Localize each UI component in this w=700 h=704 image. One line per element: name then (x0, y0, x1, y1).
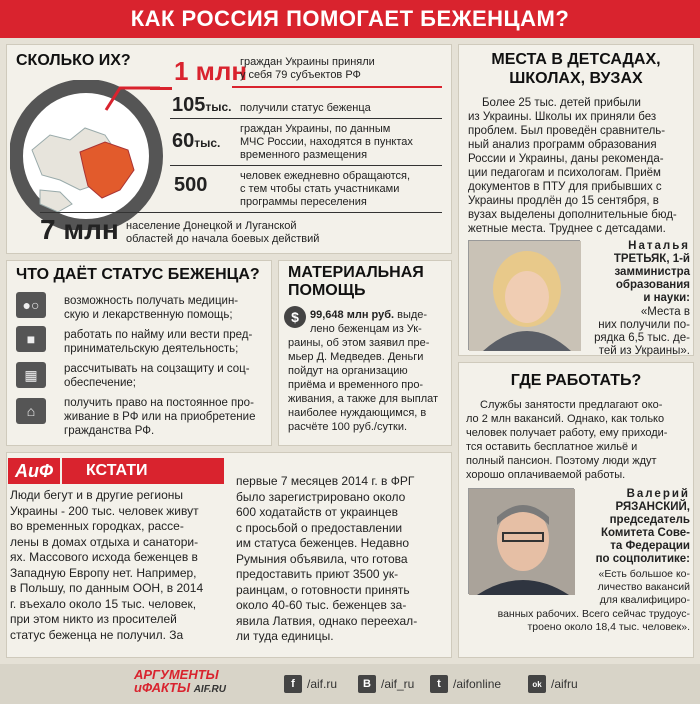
material-body: 99,648 млн руб. выде- лено беженцам из Ук- (310, 309, 428, 335)
divider (170, 118, 442, 119)
calculator-icon: ▦ (16, 362, 46, 388)
status-title: ЧТО ДАЁТ СТАТУС БЕЖЕНЦА? (16, 266, 260, 283)
vk-label: /aif_ru (381, 677, 415, 691)
ryazansky-quote-cont: ванных рабочих. Всего сейчас трудоус- троено около 18,4 тыс. человек». (497, 608, 690, 633)
stat-text-4: человек ежедневно обращаются, с тем чтобы стать участниками программы переселения (240, 170, 411, 208)
stat-text-5: население Донецкой и Луганской областей до начала боевых действий (126, 220, 320, 245)
stat-text-1: граждан Украины приняли у себя 79 субъектов РФ (240, 56, 375, 81)
map-pointer-line (150, 87, 172, 90)
ryazansky-quote: «Есть большое ко- личество вакансий для квалифициро- (597, 568, 690, 606)
ryazansky-name: Валерий РЯЗАНСКИЙ, председатель Комитета Сове- та Федерации по соцполитике: (595, 488, 690, 565)
kstati-col1: Люди бегут и в другие регионы Украины - 200 тыс. человек живут во временных городках, рассе- лены в домах отдыха и санатори- ях. Массового исхода беженцев в Западную Европу нет. Например, в Польшу, по данным ООН, в 2014 г. въехало около 15 тыс. человек, при этом никто из просителей статус беженца не получил. За (10, 488, 204, 642)
tretyak-quote: «Места в них получили по- рядка 6,5 тыс. де- тей из Украины». (594, 306, 690, 357)
divider (40, 212, 442, 213)
stat-value-5: 7 млн (40, 214, 119, 245)
work-title: ГДЕ РАБОТАТЬ? (510, 372, 642, 389)
twitter-label: /aifonline (453, 677, 502, 691)
stat-value-3: 60тыс. (172, 130, 221, 152)
facebook-icon: f (284, 675, 302, 693)
divider (170, 165, 442, 166)
social-vk[interactable] (358, 675, 414, 693)
facebook-label: /aif.ru (307, 677, 338, 691)
ryazansky-photo (468, 488, 574, 594)
aif-logo: АиФ (8, 458, 60, 484)
material-title: МАТЕРИАЛЬНАЯ ПОМОЩЬ (288, 264, 424, 299)
stat-text-2: получили статус беженца (240, 102, 371, 114)
coin-icon: $ (284, 306, 306, 328)
status-item-3: рассчитывать на соцзащиту и соц- обеспечение; (64, 363, 250, 389)
stat-text-3: граждан Украины, по данным МЧС России, находятся в пунктах временного размещения (240, 123, 413, 161)
twitter-icon: t (430, 675, 448, 693)
tretyak-photo (468, 240, 580, 350)
stat-value-4: 500 (174, 174, 208, 196)
portrait-icon (469, 489, 575, 595)
work-body: Службы занятости предлагают око- ло 2 млн вакансий. Однако, как только человек получает работу, ему приходи- тся оставить бесплатное жильё и полный пансион. Поэтому люди ждут хорошо оплачиваемой работы. (466, 399, 668, 481)
status-item-4: получить право на постоянное про- живание в РФ или на приобретение гражданства РФ. (64, 397, 256, 437)
page-title: КАК РОССИЯ ПОМОГАЕТ БЕЖЕНЦАМ? (0, 0, 700, 38)
kstati-title: КСТАТИ (86, 462, 148, 479)
tretyak-name: Наталья ТРЕТЬЯК, 1-й замминистра образования и науки: (613, 240, 690, 304)
status-item-1: возможность получать медицин- скую и лекарственную помощь; (64, 295, 239, 321)
odnoklassniki-icon: ok (528, 675, 546, 693)
status-item-2: работать по найму или вести пред- принимательскую деятельность; (64, 329, 253, 355)
count-title: СКОЛЬКО ИХ? (16, 52, 131, 69)
schools-title: МЕСТА В ДЕТСАДАХ, ШКОЛАХ, ВУЗАХ (491, 51, 661, 87)
region-map (10, 80, 168, 230)
stat-value-2: 105тыс. (172, 94, 232, 116)
footer (0, 664, 700, 704)
briefcase-icon: ■ (16, 326, 46, 352)
vk-icon: B (358, 675, 376, 693)
odnoklassniki-label: /aifru (551, 677, 578, 691)
stat-value-1: 1 млн (174, 56, 248, 86)
social-facebook[interactable] (284, 675, 337, 693)
aif-brand-logo[interactable]: АРГУМЕНТЫ иФАКТЫ AIF.RU (134, 667, 226, 695)
schools-body: Более 25 тыс. детей прибыли из Украины. Школы их приняли без проблем. Был проведён сравнитель- ный анализ программ образования России и Украины, даны рекоменда- ции педагогам и психологам. Приём документов в ПТУ для прибывших с Украины продлён до 15 сентября, в вузах выделены дополнительные бюд- жетные места. Труднее с детсадами. (468, 97, 677, 235)
portrait-icon (469, 241, 581, 351)
pills-icon: ●○ (16, 292, 46, 318)
social-odnoklassniki[interactable] (528, 675, 578, 693)
social-twitter[interactable] (430, 675, 501, 693)
divider (232, 86, 442, 88)
kstati-col2: первые 7 месяцев 2014 г. в ФРГ было зарегистрировано около 600 ходатайств от украинцев с просьбой о предоставлении им статуса беженцев. Недавно Румыния объявила, что готова предоставить приют 3500 ук- раинцам, о готовности принять около 40-60 тыс. беженцев за- явила Латвия, однако переехал- ли туда единицы. (236, 474, 418, 643)
house-document-icon: ⌂ (16, 398, 46, 424)
material-body-cont: раины, об этом заявил пре- мьер Д. Медведев. Деньги пойдут на организацию приёма и временного про- живания, а также для выплат наиболее нуждающимся, в расчёте 100 руб./сутки. (288, 337, 439, 433)
